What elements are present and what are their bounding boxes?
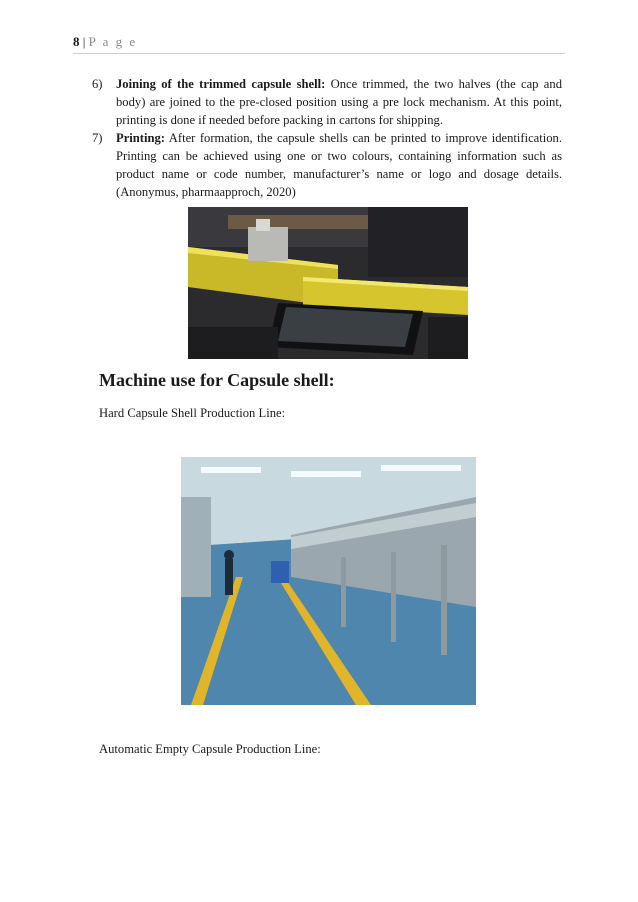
list-item	[92, 129, 562, 201]
list-item-number: 6)	[92, 77, 103, 91]
page-separator: |	[79, 34, 89, 49]
numbered-list	[92, 75, 562, 201]
auto-line-caption: Automatic Empty Capsule Production Line:	[99, 742, 321, 756]
hard-line-caption: Hard Capsule Shell Production Line:	[99, 406, 286, 420]
production-line-illustration	[181, 457, 476, 705]
page-number: 8	[73, 34, 80, 49]
list-item-body	[116, 129, 562, 201]
header-divider	[73, 53, 565, 54]
list-item	[92, 75, 562, 129]
production-line-photo	[181, 457, 476, 705]
capsule-machine-illustration	[188, 207, 468, 359]
list-item-body	[116, 75, 562, 129]
list-item-number: 7)	[92, 131, 103, 145]
page-word: P a g e	[88, 34, 138, 49]
list-item-title: Joining of the trimmed capsule shell:	[116, 77, 326, 91]
capsule-machine-photo	[188, 207, 468, 359]
list-item-text: Once trimmed, the two halves (the cap and body) are joined to the pre-closed position using a pre lock mechanism. At this point, printing is done if needed before packing in cartons for shipping.	[116, 77, 562, 127]
list-item-text: After formation, the capsule shells can be printed to improve identification. Printing can be achieved using one or two colours, containing information such as product name or code number, manufacturer’s name or logo and dosage details. (Anonymus, pharmaapproch, 2020)	[116, 131, 562, 199]
list-item-title: Printing:	[116, 131, 165, 145]
page-header	[73, 34, 563, 50]
section-heading: Machine use for Capsule shell:	[99, 370, 335, 390]
